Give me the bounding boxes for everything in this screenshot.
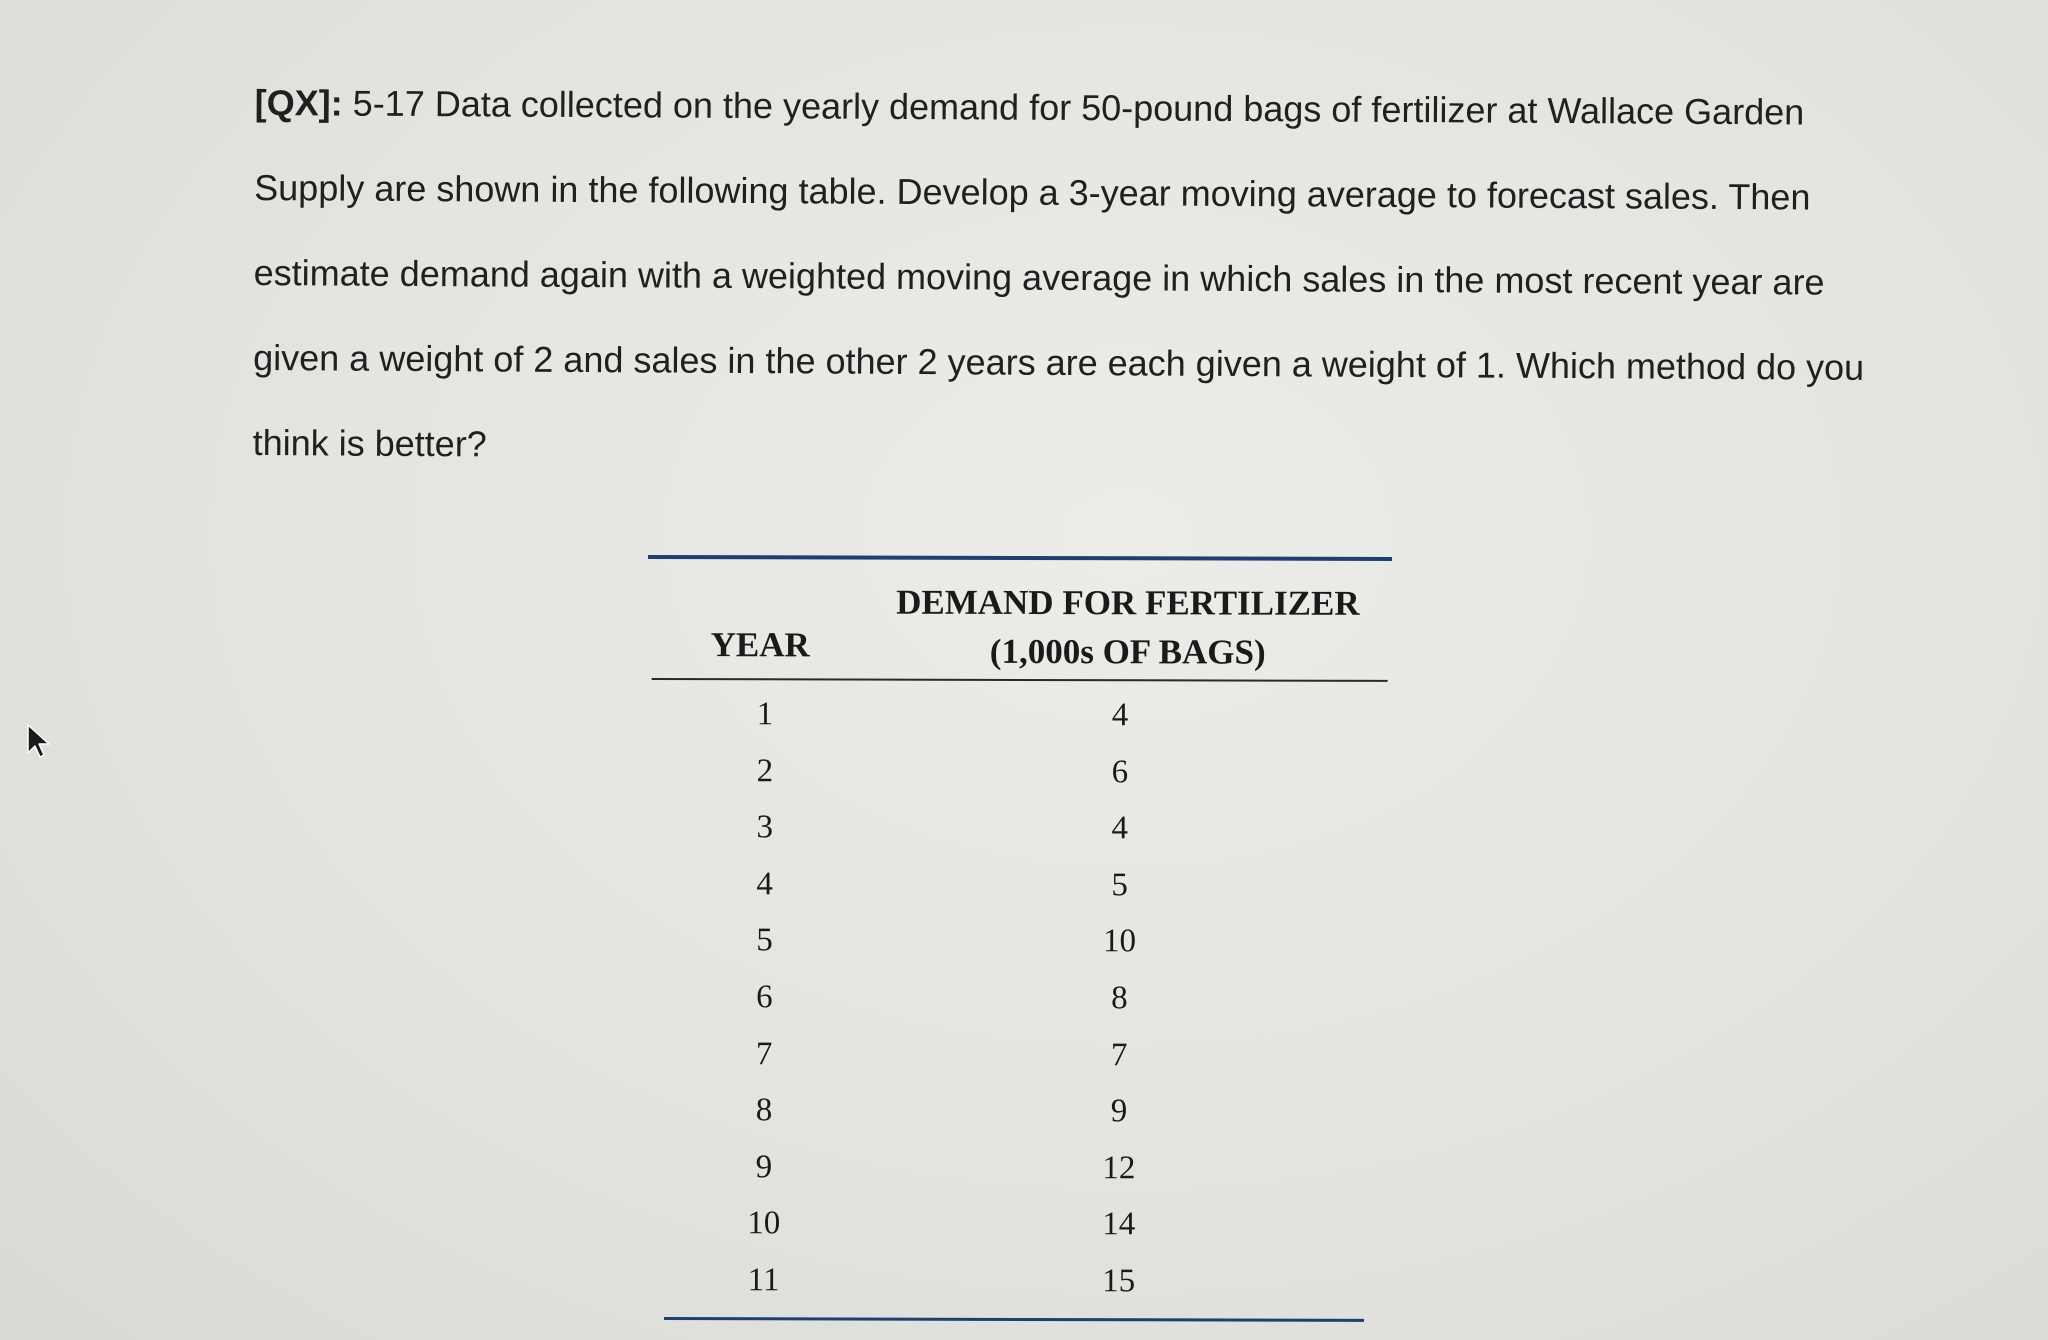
year-cell: 1 [756, 696, 774, 733]
question-tag: [QX] [254, 81, 331, 124]
demand-header-line2: (1,000s OF BAGS) [989, 631, 1266, 672]
table-bottom-rule [664, 1317, 1364, 1322]
demand-header-line1: DEMAND FOR FERTILIZER [896, 582, 1360, 623]
demand-cell: 6 [1111, 753, 1129, 790]
year-cell: 8 [755, 1092, 773, 1129]
demand-cell: 4 [1111, 697, 1129, 734]
demand-cell: 9 [1110, 1093, 1128, 1130]
demand-cell: 4 [1111, 810, 1129, 847]
demand-cell: 15 [1102, 1263, 1136, 1300]
demand-cell: 14 [1102, 1206, 1136, 1243]
year-cell: 10 [747, 1205, 781, 1242]
demand-cell: 12 [1102, 1149, 1136, 1187]
table-row [647, 914, 1391, 973]
demand-cell: 7 [1110, 1036, 1128, 1073]
year-cell: 7 [755, 1035, 773, 1072]
demand-table [646, 555, 1392, 1321]
year-cell: 4 [756, 866, 773, 903]
year-cell: 9 [755, 1149, 773, 1186]
table-row [648, 688, 1392, 747]
table-row [646, 1197, 1390, 1256]
table-row [646, 1141, 1390, 1200]
table-row [647, 1028, 1391, 1087]
demand-cell: 8 [1111, 980, 1128, 1017]
demand-column-header [873, 578, 1383, 677]
year-cell: 11 [747, 1262, 780, 1299]
table-row [647, 971, 1391, 1030]
year-cell: 5 [756, 922, 773, 959]
mouse-pointer-icon [26, 723, 52, 759]
year-column-header: YEAR [710, 625, 810, 665]
table-row [647, 858, 1391, 917]
demand-cell: 5 [1111, 866, 1128, 904]
year-cell: 3 [756, 809, 774, 846]
table-row [646, 1254, 1390, 1313]
question-body: 5-17 Data collected on the yearly demand for 50-pound bags of fertilizer at Wallace Garden Supply are shown in the following table. Develop a 3-year moving average to forecast sales. Then estimate demand again with a weighted moving average in which sales in the most recent year are given a weight of 2 and sales in the other 2 years are each given a weight of 1. Which method do you think is better? [252, 82, 1865, 465]
question-separator: : [330, 82, 343, 124]
question-text [252, 60, 1895, 495]
year-cell: 6 [756, 979, 773, 1016]
table-row [647, 745, 1391, 804]
table-row [646, 1084, 1390, 1143]
table-body [646, 680, 1392, 1318]
table-header [648, 559, 1392, 680]
demand-cell: 10 [1102, 923, 1137, 960]
table-row [647, 801, 1391, 860]
year-cell: 2 [756, 752, 774, 789]
